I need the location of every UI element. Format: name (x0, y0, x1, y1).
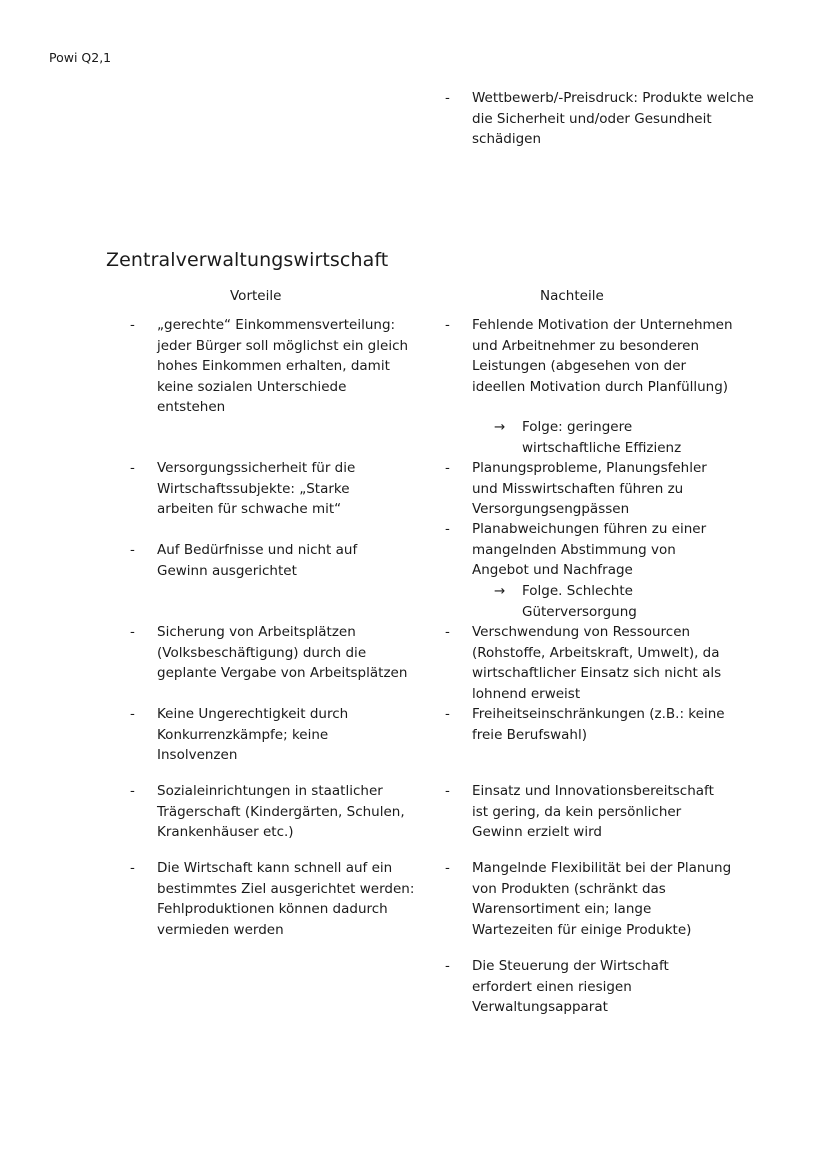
nachteil-item (445, 519, 734, 581)
list-item-text: Die Wirtschaft kann schnell auf ein bestimmtes Ziel ausgerichtet werden: Fehlproduktionen können dadurch vermieden werden (157, 860, 415, 938)
vorteil-item (130, 315, 417, 418)
list-item-text: Versorgungssicherheit für die Wirtschaftssubjekte: „Starke arbeiten für schwache mit“ (157, 460, 356, 517)
list-item-text: Sicherung von Arbeitsplätzen (Volksbeschäftigung) durch die geplante Vergabe von Arbeitsplätzen (157, 624, 408, 681)
dash-bullet: - (445, 860, 450, 876)
nachteil-item (445, 622, 734, 704)
list-item-text: Wettbewerb/-Preisdruck: Produkte welche die Sicherheit und/oder Gesundheit schädigen (472, 90, 754, 147)
dash-bullet: - (445, 624, 450, 640)
vorteil-item (130, 622, 425, 684)
dash-bullet: - (130, 460, 135, 476)
page-header: Powi Q2,1 (49, 50, 112, 65)
list-item-text: Sozialeinrichtungen in staatlicher Trägerschaft (Kindergärten, Schulen, Krankenhäuser etc.) (157, 783, 405, 840)
vorteil-item (130, 781, 425, 843)
dash-bullet: - (445, 783, 450, 799)
nachteile-heading: Nachteile (540, 288, 604, 304)
vorteil-item (130, 858, 417, 940)
list-item-text: Einsatz und Innovationsbereitschaft ist gering, da kein persönlicher Gewinn erzielt wird (472, 783, 714, 840)
dash-bullet: - (445, 521, 450, 537)
carryover-list-item (445, 88, 772, 150)
list-item-text: Planabweichungen führen zu einer mangelnden Abstimmung von Angebot und Nachfrage (472, 521, 707, 578)
list-item-text: Auf Bedürfnisse und nicht auf Gewinn ausgerichtet (157, 542, 358, 579)
nachteil-item (445, 315, 734, 397)
dash-bullet: - (130, 783, 135, 799)
folge-text: Folge: geringere wirtschaftliche Effizienz (522, 419, 682, 456)
dash-bullet: - (445, 90, 450, 106)
nachteil-item (445, 956, 702, 1018)
vorteil-item (130, 458, 387, 520)
arrow-right-icon: → (494, 583, 506, 599)
nachteil-item (445, 458, 734, 520)
dash-bullet: - (130, 317, 135, 333)
list-item-text: „gerechte“ Einkommensverteilung: jeder Bürger soll möglichst ein gleich hohes Einkommen erhalten, damit keine sozialen Unterschiede entstehen (157, 317, 409, 415)
dash-bullet: - (445, 958, 450, 974)
dash-bullet: - (445, 460, 450, 476)
list-item-text: Verschwendung von Ressourcen (Rohstoffe, Arbeitskraft, Umwelt), da wirtschaftlicher Einsatz sich nicht als lohnend erweist (472, 624, 722, 702)
list-item-text: Mangelnde Flexibilität bei der Planung von Produkten (schränkt das Warensortiment ein; lange Wartezeiten für einige Produkte) (472, 860, 732, 938)
arrow-right-icon: → (494, 419, 506, 435)
list-item-text: Keine Ungerechtigkeit durch Konkurrenzkämpfe; keine Insolvenzen (157, 706, 349, 763)
folge-note (494, 581, 712, 622)
section-title: Zentralverwaltungswirtschaft (106, 249, 389, 271)
dash-bullet: - (130, 706, 135, 722)
vorteile-heading: Vorteile (230, 288, 282, 304)
nachteil-item (445, 704, 734, 745)
list-item-text: Die Steuerung der Wirtschaft erfordert einen riesigen Verwaltungsapparat (472, 958, 669, 1015)
vorteil-item (130, 540, 387, 581)
dash-bullet: - (130, 542, 135, 558)
list-item-text: Freiheitseinschränkungen (z.B.: keine freie Berufswahl) (472, 706, 725, 743)
list-item-text: Fehlende Motivation der Unternehmen und Arbeitnehmer zu besonderen Leistungen (abgesehen von der ideellen Motivation durch Planfüllung) (472, 317, 733, 395)
vorteil-item (130, 704, 387, 766)
nachteil-item (445, 858, 734, 940)
dash-bullet: - (445, 706, 450, 722)
folge-note (494, 417, 712, 458)
dash-bullet: - (130, 860, 135, 876)
dash-bullet: - (130, 624, 135, 640)
dash-bullet: - (445, 317, 450, 333)
folge-text: Folge. Schlechte Güterversorgung (522, 583, 637, 620)
list-item-text: Planungsprobleme, Planungsfehler und Misswirtschaften führen zu Versorgungsengpässen (472, 460, 707, 517)
nachteil-item (445, 781, 734, 843)
